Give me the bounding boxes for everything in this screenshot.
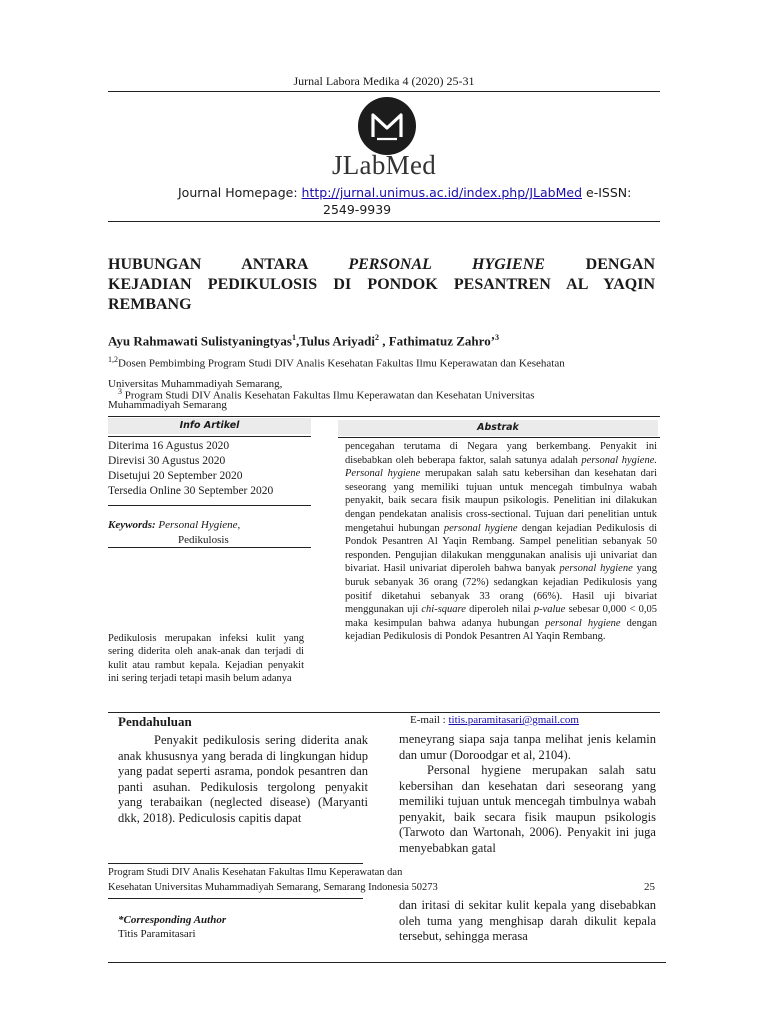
affiliation-2-cont: Muhammadiyah Semarang (108, 399, 227, 411)
jlabmed-logo-icon (358, 97, 416, 155)
intro-col2-p1: meneyrang siapa saja tanpa melihat jenis kelamin dan umur (Doroodgar et al, 2104). (399, 732, 656, 762)
keywords-rule (108, 547, 311, 548)
abstrak-rule (338, 437, 660, 438)
page-number: 25 (644, 881, 655, 893)
intro-col1: Penyakit pedikulosis sering diderita anak anak khususnya yang berada di lingkungan hidup yang padat seperti asrama, pondok pesantren dan panti asuhan. Pedikulosis tergolong penyakit yang terabaikan (neglected disease) (Maryanti dkk, 2018). Pediculosis capitis dapat (118, 733, 368, 825)
page-bottom-rule (108, 962, 666, 963)
intro-col2-cont: dan iritasi di sekitar kulit kepala yang disebabkan oleh tuma yang menghisap darah dikulit kepala tersebut, sehingga merasa (399, 898, 656, 943)
issn-label: e-ISSN: (582, 185, 632, 200)
date-accepted: Disetujui 20 September 2020 (108, 470, 243, 482)
title-line-3: REMBANG (108, 296, 192, 313)
author-list: Ayu Rahmawati Sulistyaningtyas$^1$,Tulus Ariyadi$^2$ , Fathimatuz Zahro’$^3$ (108, 333, 500, 349)
dates-rule (108, 505, 311, 506)
abstract-left-text: Pedikulosis merupakan infeksi kulit yang sering diderita oleh anak-anak dan terjadi di kulit atau rambut kepala. Kejadian penyakit ini sering terjadi tetapi masih belum adanya (108, 633, 304, 684)
corr-top-rule (108, 898, 363, 899)
article-dates (108, 439, 273, 499)
date-online: Tersedia Online 30 September 2020 (108, 485, 274, 497)
affiliation-2: $^3$ Program Studi DIV Analis Kesehatan Fakultas Ilmu Keperawatan dan Kesehatan Universitas (118, 387, 535, 402)
abstrak-heading: Abstrak (338, 420, 658, 436)
email-link[interactable]: titis.paramitasari@gmail.com (448, 714, 579, 726)
info-artikel-heading: Info Artikel (108, 418, 311, 434)
footer-affiliation: Program Studi DIV Analis Kesehatan Fakultas Ilmu Keperawatan dan Kesehatan Universitas Muhammadiyah Semarang, Semarang Indonesia 50273 (108, 867, 438, 893)
section-heading-pendahuluan: Pendahuluan (118, 714, 192, 729)
homepage-rule (108, 221, 660, 222)
abstract-text: pencegahan terutama di Negara yang berkembang. Penyakit ini disebabkan oleh beberapa faktor, salah satunya adalah personal hygiene. Personal hygiene merupakan salah satu kebersihan dan kesehatan dari seseorang yang memiliki tujuan untuk mencegah timbulnya wabah penyakit, baik secara fisik maupun psikologis. Penelitian ini dilakukan dengan pendekatan analisis cross-sectional. Tujuan dari penelitian untuk mengetahui hubungan personal hygiene dengan kejadian Pedikulosis di Pondok Pesantren Al Yaqin Rembang. Sampel penelitian sebanyak 50 responden. Pengujian dilakukan menggunakan analisis uji univariat dan bivariat. Hasil univariat diperoleh bahwa banyak personal hygiene yang buruk sebanyak 36 orang (72%) sedangkan kejadian Pedikulosis yang positif diketahui sebanyak 33 orang (66%). Hasil uji bivariat menggunakan uji chi-square diperoleh nilai p-value sebesar 0,000 < 0,05 maka kesimpulan bahwa adanya hubungan personal hygiene dengan kejadian Pedikulosis di Pondok Pesantren Al Yaqin Rembang. (345, 441, 658, 643)
keywords: Keywords: Personal Hygiene, Pedikulosis (108, 519, 241, 546)
footnote-rule (108, 863, 363, 864)
title-line-1: HUBUNGAN ANTARA PERSONAL HYGIENE DENGAN (108, 256, 656, 273)
article-title (108, 255, 655, 315)
homepage-label: Journal Homepage: (178, 185, 302, 200)
title-line-2: KEJADIAN PEDIKULOSIS DI PONDOK PESANTREN AL YAQIN (108, 276, 655, 293)
header-rule (108, 91, 660, 92)
intro-col2-p2: Personal hygiene merupakan salah satu kebersihan dan kesehatan dari seseorang yang memiliki tujuan untuk mencegah timbulnya wabah penyakit, baik secara fisik maupun psikologis (Tarwoto dan Wartonah, 2006). Penyakit ini juga menyebabkan gatal (399, 763, 656, 855)
corresponding-email: E-mail : titis.paramitasari@gmail.com (410, 714, 579, 726)
affiliation-1: $^{1,2}$Dosen Pembimbing Program Studi DIV Analis Kesehatan Fakultas Ilmu Keperawatan dan Kesehatan Universitas Muhammadiyah Semarang, (108, 355, 565, 390)
homepage-link[interactable]: http://jurnal.unimus.ac.id/index.php/JLabMed (301, 185, 583, 200)
date-revised: Direvisi 30 Agustus 2020 (108, 455, 226, 467)
intro-col2 (399, 732, 656, 856)
date-received: Diterima 16 Agustus 2020 (108, 440, 230, 452)
info-rule (108, 436, 311, 437)
journal-brand: JLabMed (331, 150, 437, 180)
issn-value: 2549-9939 (323, 202, 392, 217)
journal-header: Jurnal Labora Medika 4 (2020) 25-31 (293, 74, 475, 88)
info-top-rule (108, 416, 660, 417)
journal-homepage (178, 185, 631, 200)
abstract-bottom-rule (108, 712, 660, 713)
corresponding-author: *Corresponding Author Titis Paramitasari (118, 914, 227, 940)
